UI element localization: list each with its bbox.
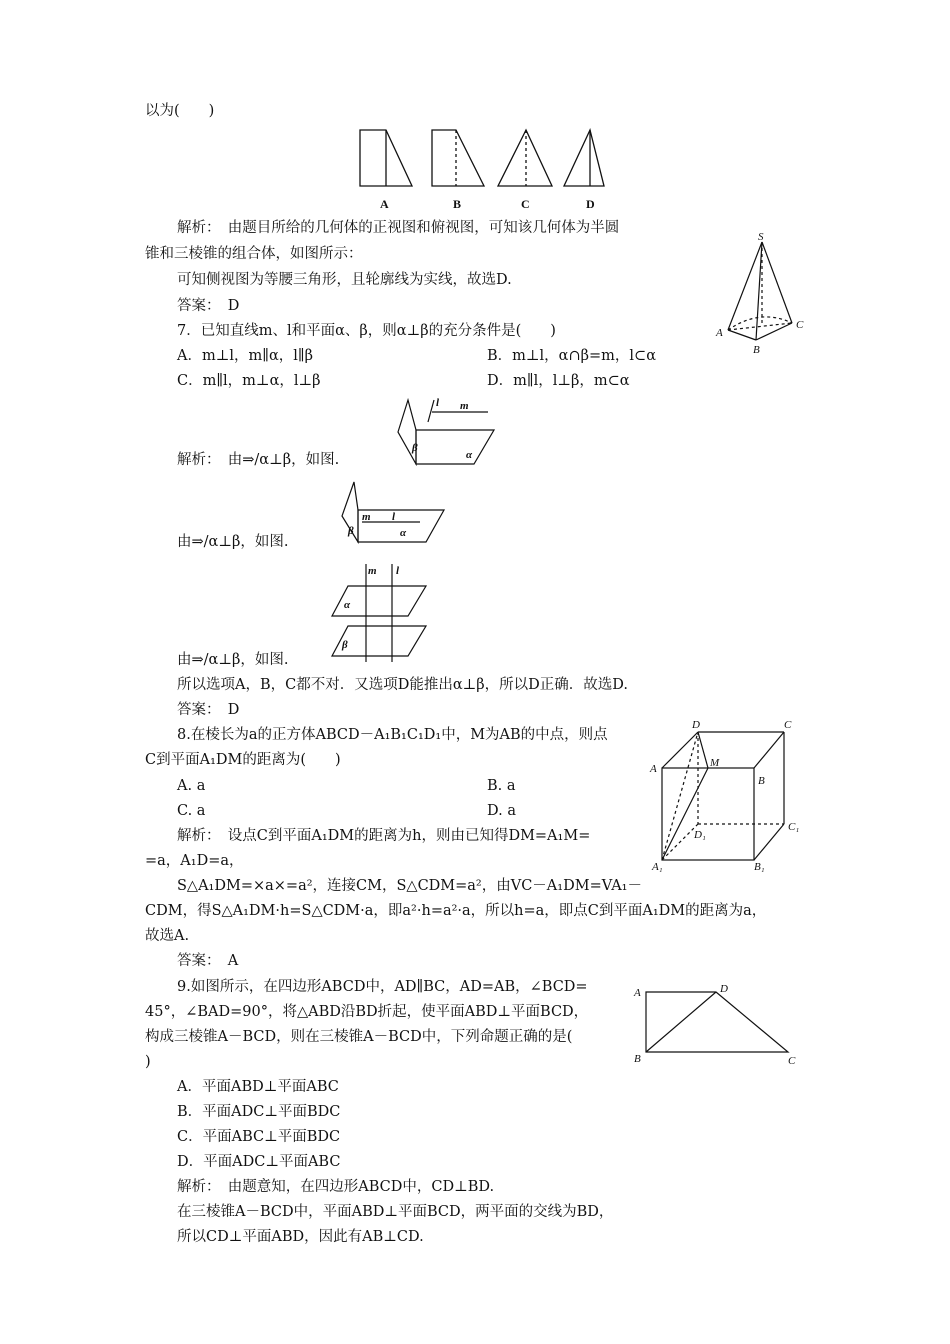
cube-label-a1: A₁	[652, 861, 663, 873]
option-8c: C. a	[177, 803, 206, 819]
pyramid-label-a: A	[716, 327, 723, 339]
solution-8-line5: 故选A.	[145, 928, 190, 944]
pyramid-figure	[712, 228, 812, 360]
option-7c: C．m∥l，m⊥α，l⊥β	[177, 373, 321, 389]
view-c	[498, 130, 552, 186]
option-8b: B. a	[487, 778, 516, 794]
question-8-line2: C到平面A₁DM的距离为( )	[145, 752, 341, 768]
view-a	[360, 130, 412, 186]
line-continuation: 以为( )	[145, 103, 215, 119]
cube-label-b: B	[758, 775, 765, 787]
planes1-label-alpha: α	[466, 449, 473, 461]
solution-6-line2: 锥和三棱锥的组合体，如图所示：	[145, 246, 363, 262]
planes1-label-l: l	[436, 397, 440, 409]
pyramid-label-c: C	[796, 319, 804, 331]
cube-label-c1: C₁	[788, 821, 800, 833]
planes2-label-m: m	[362, 511, 371, 523]
planes-figure-2	[336, 478, 446, 546]
view-d	[564, 130, 604, 186]
view-label-b: B	[453, 197, 462, 211]
planes1-label-beta: β	[412, 442, 418, 454]
pyramid-label-s: S	[758, 231, 764, 243]
solution-8-line2: =a，A₁D=a，	[145, 853, 244, 869]
solution-8-line1: 解析： 设点C到平面A₁DM的距离为h，则由已知得DM=A₁M=	[177, 828, 591, 844]
pyramid-label-b: B	[753, 344, 760, 356]
quad-label-c: C	[788, 1055, 796, 1066]
planes2-label-beta: β	[348, 525, 354, 537]
question-9-line4: )	[145, 1054, 151, 1070]
solution-7-line1: 解析： 由⇒/α⊥β，如图.	[177, 452, 340, 468]
solution-9-line1: 解析： 由题意知，在四边形ABCD中，CD⊥BD.	[177, 1179, 495, 1195]
question-9-line3: 构成三棱锥A－BCD，则在三棱锥A－BCD中，下列命题正确的是(	[145, 1029, 573, 1045]
option-9d: D．平面ADC⊥平面ABC	[177, 1154, 341, 1170]
cube-label-b1: B₁	[754, 861, 765, 873]
option-8d: D. a	[487, 803, 516, 819]
planes-figure-3	[330, 560, 430, 664]
solution-8-line4: CDM，得S△A₁DM·h=S△CDM·a，即a²·h=a²·a，所以h=a，即点C到平面A₁DM的距离为a，	[145, 903, 767, 919]
planes3-label-alpha: α	[344, 599, 351, 611]
option-9c: C．平面ABC⊥平面BDC	[177, 1129, 341, 1145]
view-label-d: D	[586, 197, 595, 211]
planes2-label-alpha: α	[400, 527, 407, 539]
planes-figure-1	[392, 396, 498, 466]
solution-9-line2: 在三棱锥A－BCD中，平面ABD⊥平面BCD，两平面的交线为BD，	[177, 1204, 614, 1220]
view-label-a: A	[380, 197, 389, 211]
solution-9-line3: 所以CD⊥平面ABD，因此有AB⊥CD.	[177, 1229, 424, 1245]
quad-label-b: B	[634, 1053, 641, 1065]
solution-6-line3: 可知侧视图为等腰三角形，且轮廓线为实线，故选D.	[177, 272, 512, 288]
cube-label-m: M	[710, 757, 720, 769]
cube-figure	[648, 714, 808, 874]
question-9-line2: 45°，∠BAD=90°，将△ABD沿BD折起，使平面ABD⊥平面BCD，	[145, 1004, 589, 1020]
quad-label-a: A	[634, 987, 641, 999]
answer-6: 答案： D	[177, 298, 240, 314]
solution-7-line4: 所以选项A，B，C都不对．又选项D能推出α⊥β，所以D正确．故选D.	[177, 677, 628, 693]
solution-7-line2: 由⇒/α⊥β，如图.	[177, 534, 289, 550]
option-8a: A. a	[177, 778, 206, 794]
cube-label-a: A	[650, 763, 657, 775]
question-9-line1: 9.如图所示，在四边形ABCD中，AD∥BC，AD=AB，∠BCD=	[177, 979, 588, 995]
solution-6-line1: 解析： 由题目所给的几何体的正视图和俯视图，可知该几何体为半圆	[177, 220, 620, 236]
question-7: 7．已知直线m、l和平面α、β，则α⊥β的充分条件是( )	[177, 323, 556, 339]
option-9a: A．平面ABD⊥平面ABC	[177, 1079, 339, 1095]
answer-7: 答案： D	[177, 702, 240, 718]
option-9b: B．平面ADC⊥平面BDC	[177, 1104, 341, 1120]
solution-8-line3: S△A₁DM=×a×=a²，连接CM，S△CDM=a²，由VC－A₁DM=VA₁－	[177, 878, 642, 894]
view-label-c: C	[521, 197, 530, 211]
quadrilateral-figure	[630, 978, 802, 1066]
question-8-line1: 8.在棱长为a的正方体ABCD－A₁B₁C₁D₁中，M为AB的中点，则点	[177, 727, 608, 743]
option-7b: B．m⊥l，α∩β=m，l⊂α	[487, 348, 656, 364]
planes3-label-m: m	[368, 565, 377, 577]
view-b	[432, 130, 484, 186]
answer-8: 答案： A	[177, 953, 239, 969]
cube-label-d1: D₁	[694, 829, 706, 841]
planes3-label-beta: β	[342, 639, 348, 651]
solution-7-line3: 由⇒/α⊥β，如图.	[177, 652, 289, 668]
side-view-options-figure	[352, 126, 612, 214]
planes2-label-l: l	[392, 511, 396, 523]
option-7a: A．m⊥l，m∥α，l∥β	[177, 348, 313, 364]
cube-label-d: D	[692, 719, 700, 731]
cube-label-c: C	[784, 719, 792, 731]
quad-label-d: D	[720, 983, 728, 995]
planes1-label-m: m	[460, 400, 469, 412]
planes3-label-l: l	[396, 565, 400, 577]
option-7d: D．m∥l，l⊥β，m⊂α	[487, 373, 630, 389]
